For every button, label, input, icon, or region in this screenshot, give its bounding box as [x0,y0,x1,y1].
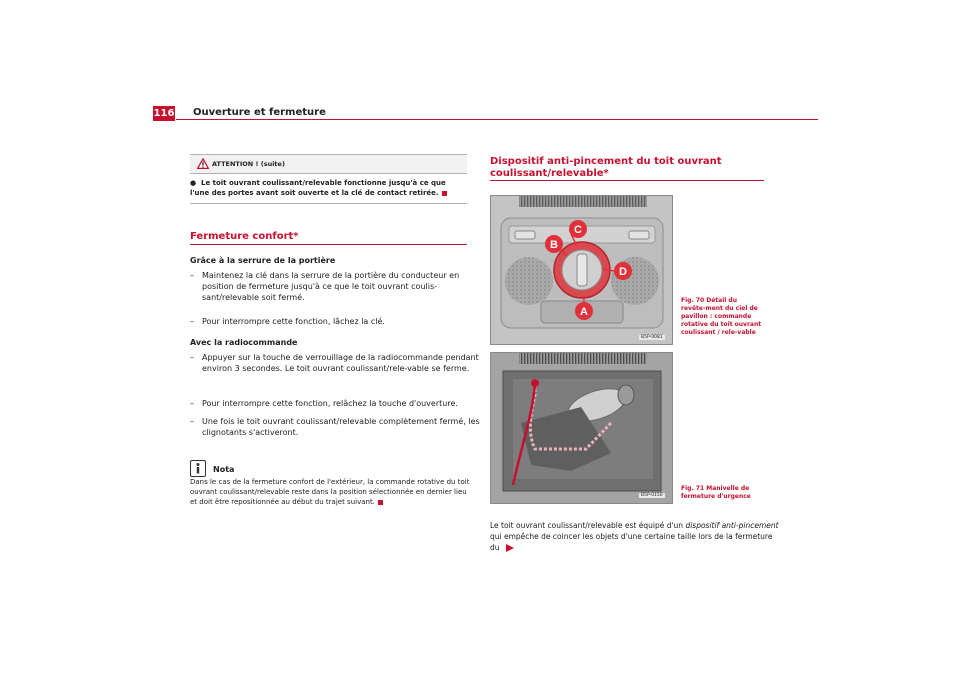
warning-text [190,178,467,198]
list-item: – Pour interrompre cette fonction, relâchez la touche d'ouverture. [190,399,458,408]
warning-title: ATTENTION ! (suite) [212,160,285,168]
section-rule [490,180,764,181]
roof-control-illustration [491,196,672,344]
page-number: 116 [153,108,175,119]
figure-code: B5P-0081 [641,335,663,340]
callout-label [545,235,563,253]
list-item: – Pour interrompre cette fonction, lâchez la clé. [190,317,385,326]
page-title: Ouverture et fermeture [193,107,326,118]
list-door-lock [190,270,480,340]
callout-label [575,302,593,320]
pinch-paragraph: Le toit ouvrant coulissant/relevable est équipé d'un dispositif anti-pincement qui empêche de coincer les objets d'une certaine taille lors de la fermeture du [490,521,779,552]
figure-code: B5P-0150 [641,493,663,498]
list-item: – Maintenez la clé dans la serrure de la portière du conducteur en position de fermeture jusqu'à ce que le toit ouvrant coulis-sant/relevable soit fermé. [190,271,460,302]
warning-body: Le toit ouvrant coulissant/relevable fonctionne jusqu'à ce que l'une des portes avant soit ouverte et la clé de contact retirée. [190,179,446,197]
section-heading-pinch-line2: coulissant/relevable* [490,168,609,179]
figure-71 [490,352,673,504]
note-text: Dans le cas de la fermeture confort de l'extérieur, la commande rotative du toit ouvrant coulissant/relevable reste dans la position sélectionnée en dernier lieu et doit être repositionnée au début du trajet suivant. [190,478,470,506]
figure-71-caption: Fig. 71 Manivelle de fermeture d'urgence [681,485,751,500]
figure-70 [490,195,673,345]
list-remote [190,352,480,452]
info-icon [191,461,205,476]
svg-text:B: B [550,239,558,251]
list-item: – Appuyer sur la touche de verrouillage de la radiocommande pendant environ 3 secondes. Le toit ouvrant coulissant/rele-vable se ferme. [190,353,479,373]
warning-icon [197,158,209,169]
note-title: Nota [213,465,235,474]
subheading-door-lock: Grâce à la serrure de la portière [190,256,336,265]
section-heading-pinch-line1: Dispositif anti-pincement du toit ouvrant [490,156,722,167]
figure-70-caption: Fig. 70 Détail du revête-ment du ciel de pavillon : commande rotative du toit ouvrant coulissant / rele-vable [681,297,762,336]
subheading-remote: Avec la radiocommande [190,338,298,347]
svg-text:D: D [619,266,627,278]
svg-text:C: C [574,224,582,236]
end-mark-icon [442,191,447,196]
continue-arrow-icon [506,544,514,552]
end-mark-icon [378,500,383,505]
callout-label [614,262,632,280]
warning-bottom-rule [190,203,467,204]
note-icon [190,460,206,477]
bullet-icon: ● [190,179,197,187]
emergency-crank-illustration [491,353,672,503]
header-rule [176,119,818,120]
svg-text:A: A [580,306,588,318]
list-item: – Une fois le toit ouvrant coulissant/relevable complètement fermé, les clignotants s'activeront. [190,417,480,437]
section-heading-comfort: Fermeture confort* [190,231,299,242]
section-rule [190,244,467,245]
